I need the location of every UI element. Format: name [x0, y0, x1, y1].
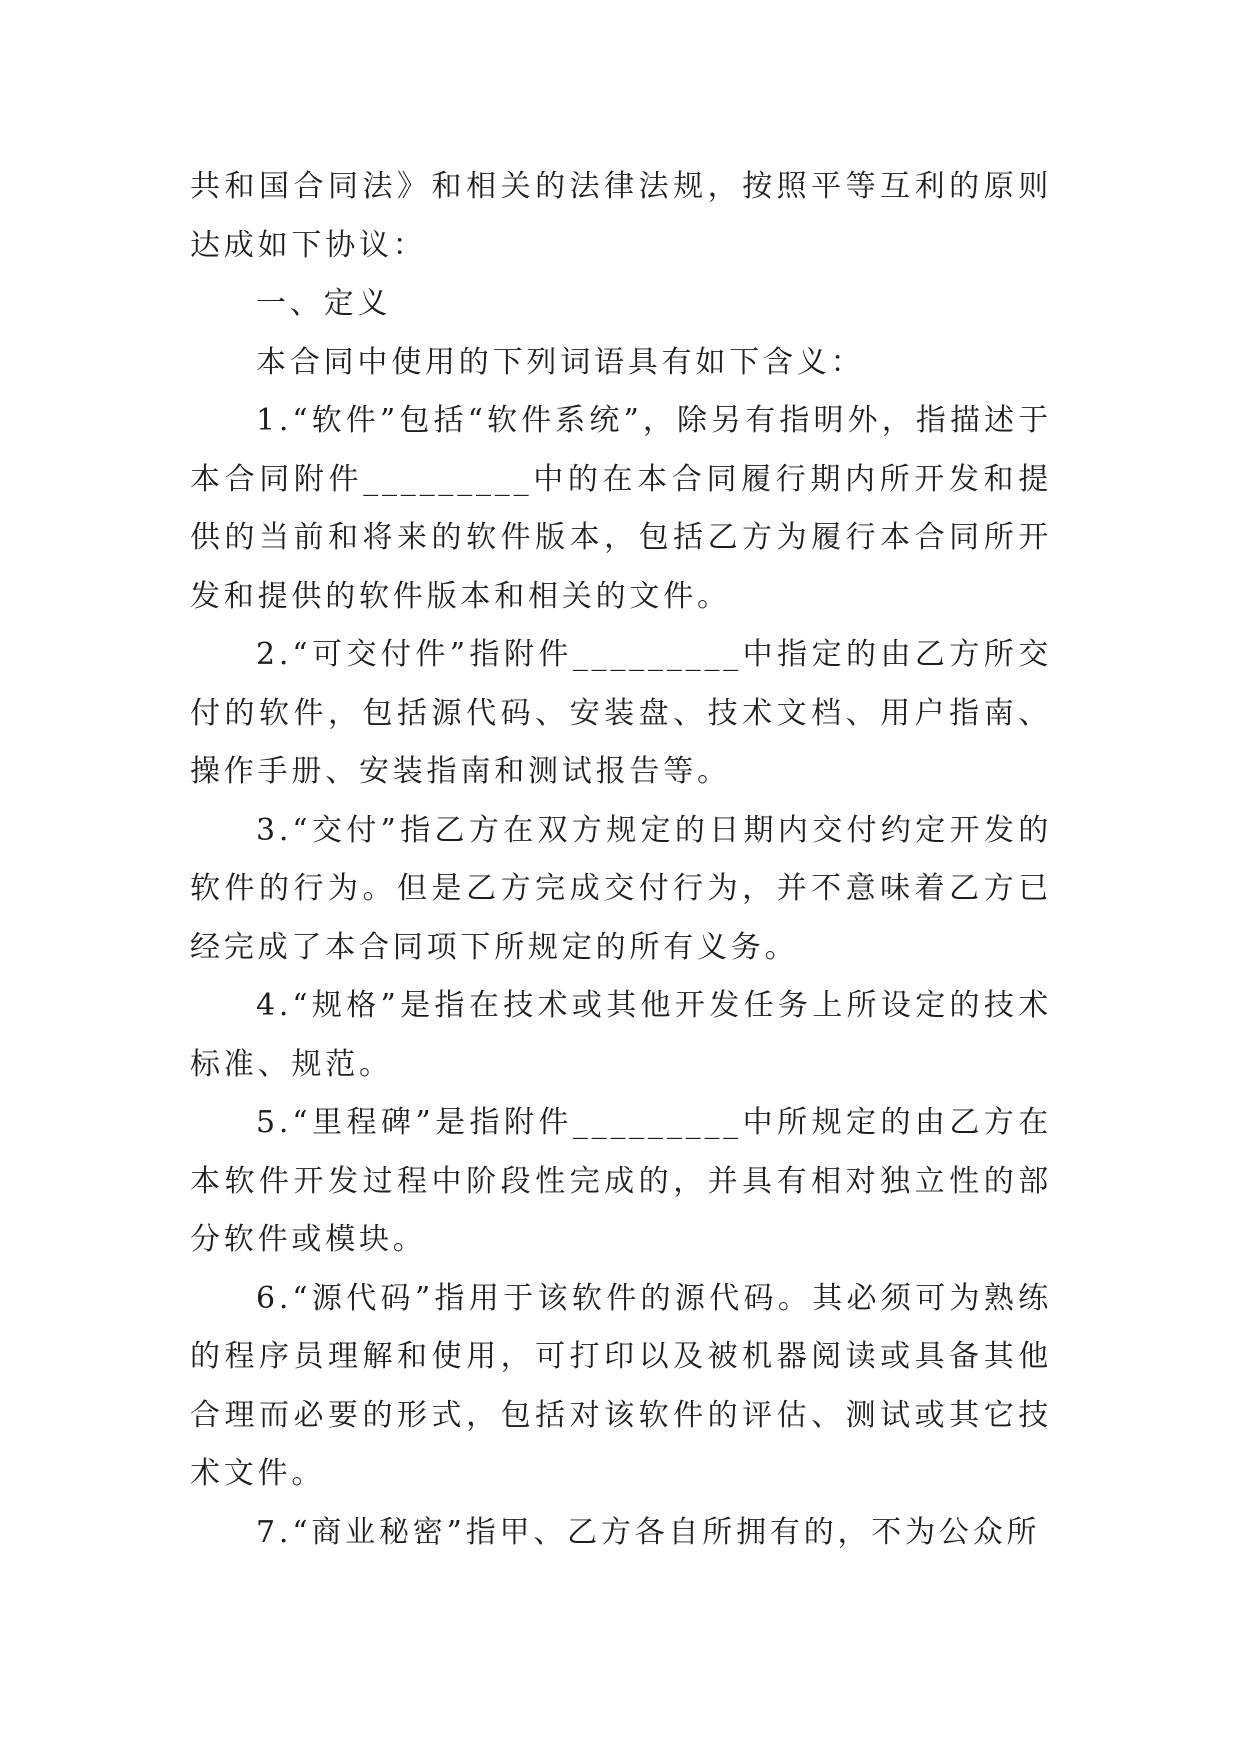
definition-milestone: 5.“里程碑”是指附件_________中所规定的由乙方在本软件开发过程中阶段性完成的，并具有相对独立性的部分软件或模块。 — [190, 1105, 1052, 1257]
paragraph-definitions-intro: 本合同中使用的下列词语具有如下含义： — [256, 344, 865, 380]
paragraph-contract-basis: 共和国合同法》和相关的法律法规，按照平等互利的原则达成如下协议： — [190, 169, 1052, 263]
definition-specification: 4.“规格”是指在技术或其他开发任务上所设定的技术标准、规范。 — [190, 988, 1052, 1082]
definition-delivery: 3.“交付”指乙方在双方规定的日期内交付约定开发的软件的行为。但是乙方完成交付行为，并不意味着乙方已经完成了本合同项下所规定的所有义务。 — [190, 812, 1052, 965]
section-heading-definitions: 一、定义 — [256, 286, 392, 321]
definition-software: 1.“软件”包括“软件系统”，除另有指明外，指描述于本合同附件_________中的在本合同履行期内所开发和提供的当前和将来的软件版本，包括乙方为履行本合同所开发和提供的软件版本和相关的文件。 — [190, 403, 1052, 614]
definition-source-code: 6.“源代码”指用于该软件的源代码。其必须可为熟练的程序员理解和使用，可打印以及被机器阅读或具备其他合理而必要的形式，包括对该软件的评估、测试或其它技术文件。 — [190, 1280, 1052, 1491]
definition-trade-secret: 7.“商业秘密”指甲、乙方各自所拥有的，不为公众所 — [256, 1514, 1041, 1550]
definition-deliverables: 2.“可交付件”指附件_________中指定的由乙方所交付的软件，包括源代码、安装盘、技术文档、用户指南、操作手册、安装指南和测试报告等。 — [190, 637, 1052, 789]
document-body — [190, 158, 1052, 1562]
